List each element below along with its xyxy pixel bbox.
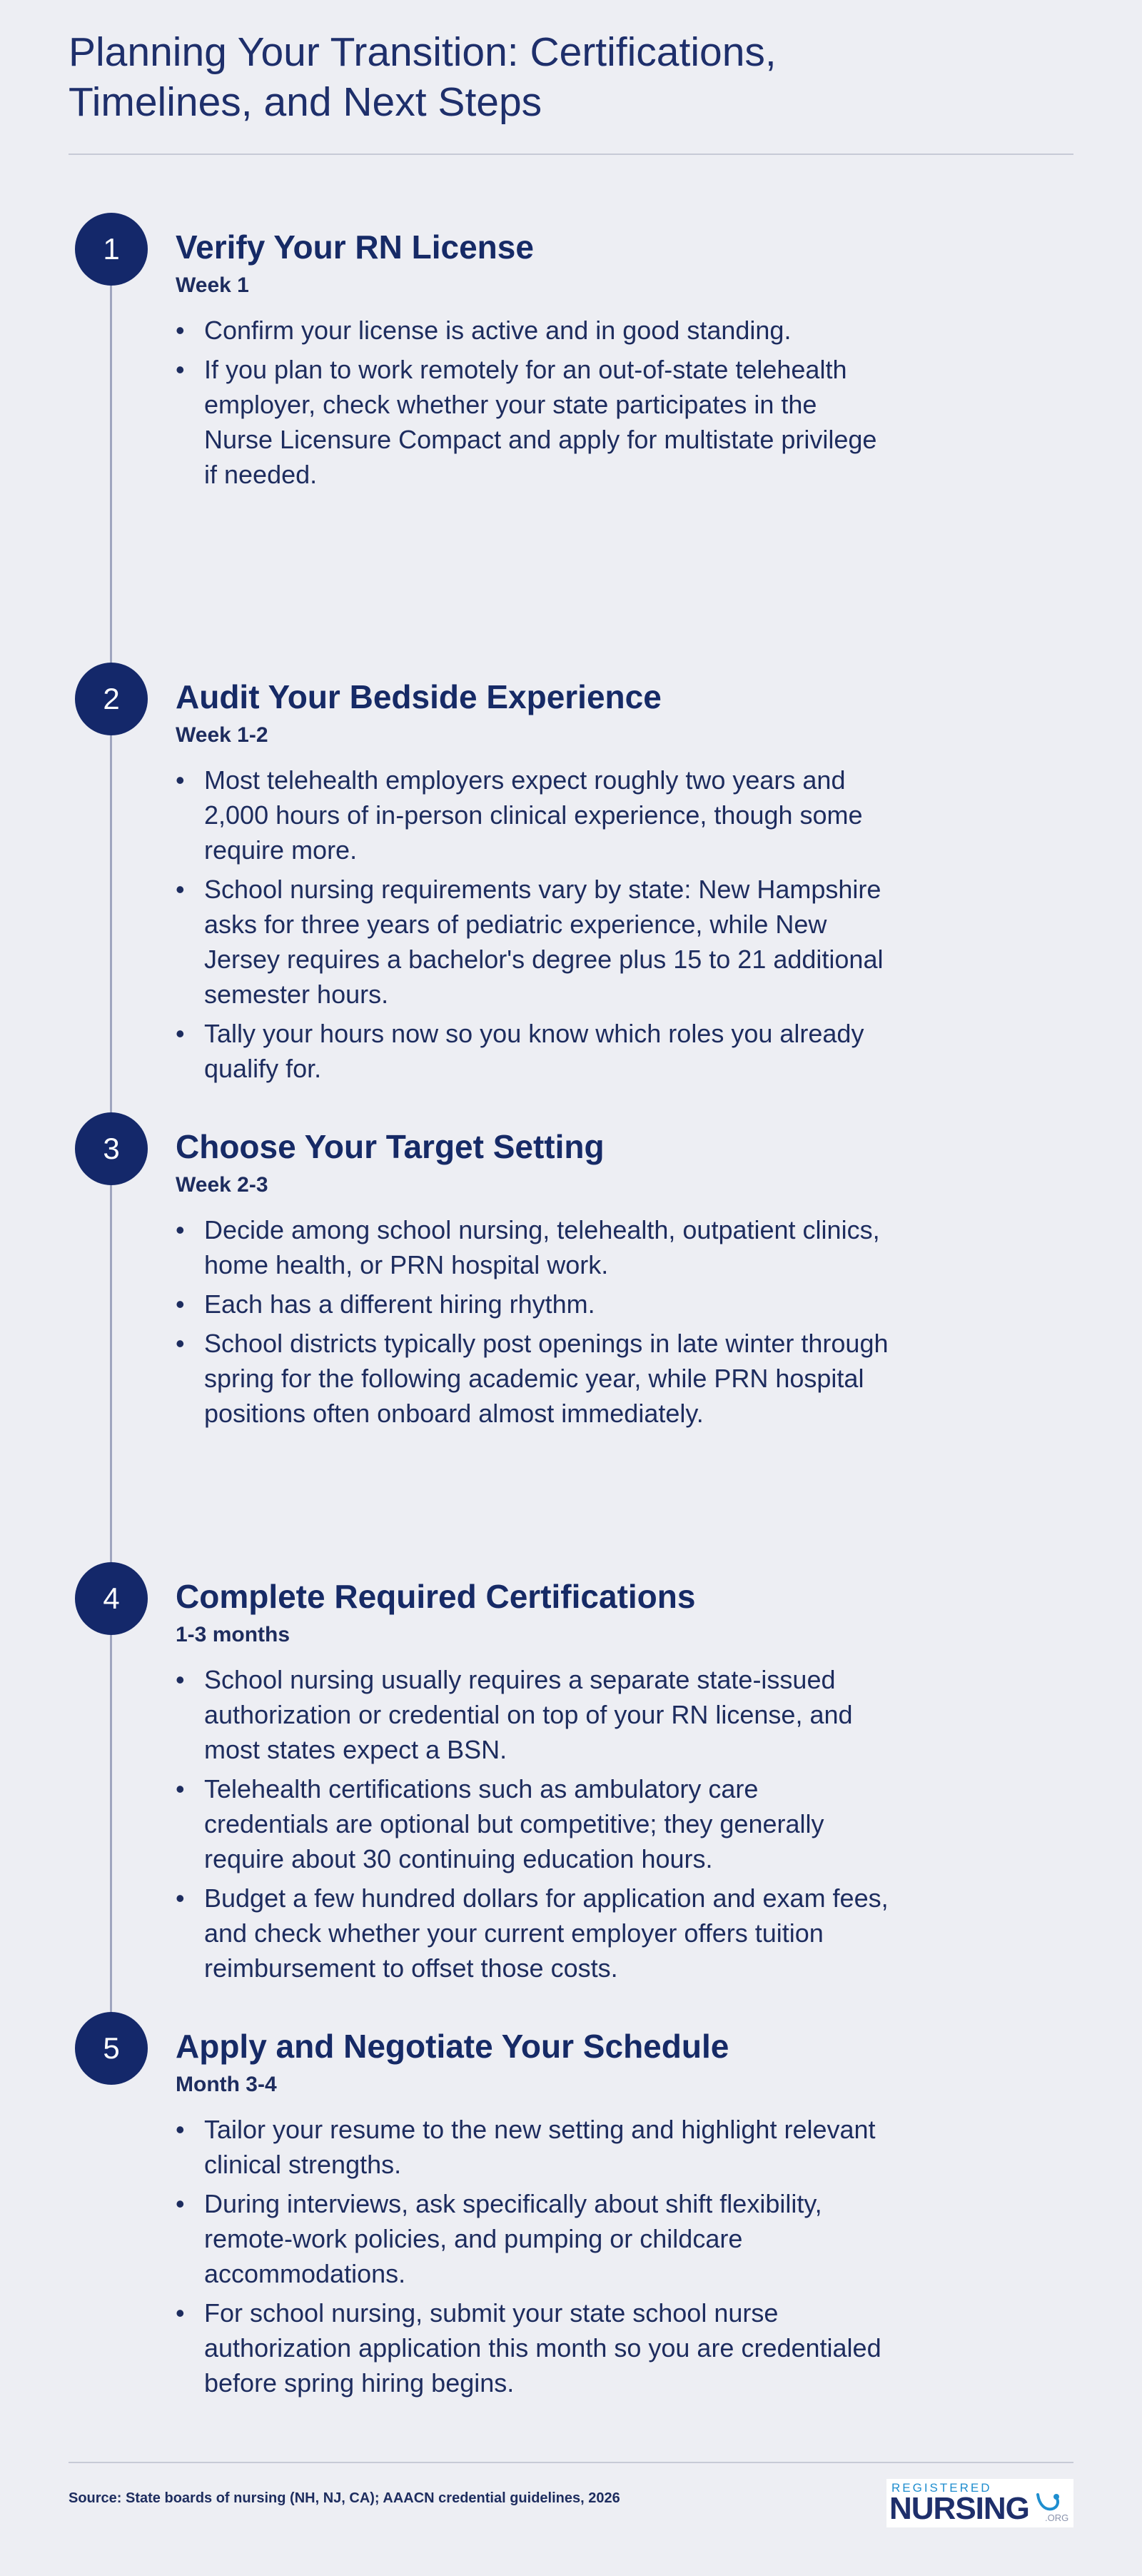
- list-item: • During interviews, ask specifically about shift flexibility, remote-work policies, and pumping or childcare accommodations.: [176, 2186, 889, 2291]
- step-title: Apply and Negotiate Your Schedule: [176, 2028, 729, 2065]
- step-number-badge: 5: [75, 2012, 148, 2085]
- step-title: Verify Your RN License: [176, 228, 534, 266]
- step-title: Audit Your Bedside Experience: [176, 678, 662, 715]
- page-title-line-2: Timelines, and Next Steps: [69, 79, 542, 125]
- step-title: Complete Required Certifications: [176, 1578, 696, 1615]
- step-number-badge: 2: [75, 663, 148, 735]
- list-item: • Budget a few hundred dollars for application and exam fees, and check whether your current employer offers tuition reimbursement to offset those costs.: [176, 1881, 889, 1986]
- list-item: • If you plan to work remotely for an out-of-state telehealth employer, check whether your state participates in the Nurse Licensure Compact and apply for multistate privilege if needed.: [176, 352, 889, 492]
- header-divider: [69, 154, 1073, 155]
- footer-divider: [69, 2462, 1073, 2463]
- list-item: • For school nursing, submit your state school nurse authorization application this month so you are credentialed before spring hiring begins.: [176, 2295, 889, 2400]
- logo-top-text: REGISTERED: [891, 2481, 992, 2495]
- step-bullet-list: [176, 1212, 889, 1435]
- list-item: • School nursing requirements vary by state: New Hampshire asks for three years of pediatric experience, while New Jersey requires a bachelor's degree plus 15 to 21 additional semester hours.: [176, 872, 889, 1012]
- step-bullet-list: [176, 763, 889, 1090]
- step-timeframe: Week 1: [176, 273, 249, 297]
- step-number-badge: 1: [75, 213, 148, 286]
- page-title: [69, 27, 925, 127]
- logo-main-text: NURSING: [889, 2491, 1029, 2526]
- list-item: • Tally your hours now so you know which roles you already qualify for.: [176, 1016, 889, 1086]
- list-item: • Confirm your license is active and in good standing.: [176, 313, 889, 348]
- step-title: Choose Your Target Setting: [176, 1128, 605, 1165]
- source-note: Source: State boards of nursing (NH, NJ, CA); AAACN credential guidelines, 2026: [69, 2490, 620, 2506]
- step-bullet-list: [176, 2112, 889, 2405]
- list-item: • Each has a different hiring rhythm.: [176, 1287, 889, 1322]
- step-timeframe: Week 2-3: [176, 1173, 268, 1197]
- step-bullet-list: [176, 313, 889, 496]
- list-item: • Telehealth certifications such as ambulatory care credentials are optional but competitive; they generally require about 30 continuing education hours.: [176, 1771, 889, 1876]
- step-bullet-list: [176, 1662, 889, 1990]
- registered-nursing-logo: [886, 2479, 1073, 2527]
- step-number-badge: 4: [75, 1562, 148, 1635]
- page-title-line-1: Planning Your Transition: Certifications,: [69, 29, 777, 75]
- step-timeframe: Week 1-2: [176, 723, 268, 747]
- list-item: • School nursing usually requires a separate state-issued authorization or credential on top of your RN license, and most states expect a BSN.: [176, 1662, 889, 1767]
- list-item: • School districts typically post openings in late winter through spring for the following academic year, while PRN hospital positions often onboard almost immediately.: [176, 1326, 889, 1431]
- list-item: • Most telehealth employers expect roughly two years and 2,000 hours of in-person clinical experience, though some require more.: [176, 763, 889, 867]
- step-number-badge: 3: [75, 1112, 148, 1185]
- step-timeframe: Month 3-4: [176, 2073, 277, 2096]
- list-item: • Decide among school nursing, telehealth, outpatient clinics, home health, or PRN hospital work.: [176, 1212, 889, 1282]
- list-item: • Tailor your resume to the new setting and highlight relevant clinical strengths.: [176, 2112, 889, 2182]
- logo-suffix-text: .ORG: [1045, 2512, 1069, 2523]
- step-timeframe: 1-3 months: [176, 1623, 290, 1646]
